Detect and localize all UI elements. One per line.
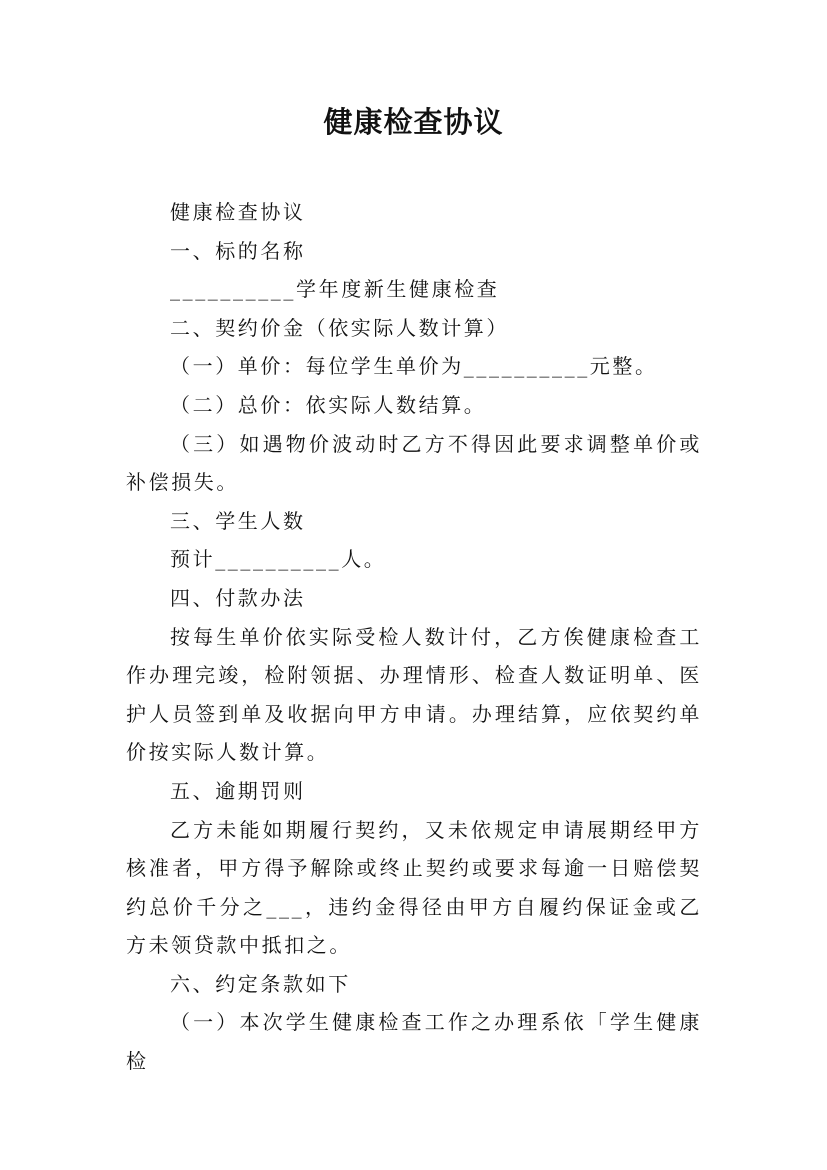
document-title: 健康检查协议: [323, 105, 504, 139]
penalty-clause: 乙方未能如期履行契约，又未依规定申请展期经甲方核准者，甲方得予解除或终止契约或要求每逾一日赔偿契约总价千分之___，违约金得径由甲方自履约保证金或乙方未领贷款中抵扣之。: [126, 817, 702, 958]
section-5-heading: 五、逾期罚则: [170, 778, 306, 803]
payment-clause: 按每生单价依实际受检人数计付，乙方俟健康检查工作办理完竣，检附领据、办理情形、检查人数证明单、医护人员签到单及收据向甲方申请。办理结算，应依契约单价按实际人数计算。: [126, 624, 702, 765]
student-count-line: 预计__________人。: [170, 547, 387, 572]
section-4-heading: 四、付款办法: [170, 585, 306, 610]
price-fluctuation-clause: （三）如遇物价波动时乙方不得因此要求调整单价或补偿损失。: [126, 431, 702, 495]
section-6-heading: 六、约定条款如下: [170, 971, 351, 996]
section-2-heading: 二、契约价金（依实际人数计算）: [170, 315, 509, 340]
agreed-terms-clause-1: （一）本次学生健康检查工作之办理系依「学生健康检: [126, 1010, 702, 1074]
section-3-heading: 三、学生人数: [170, 508, 306, 533]
paragraph-heading: 健康检查协议: [170, 200, 306, 224]
total-price-clause: （二）总价：依实际人数结算。: [170, 392, 487, 417]
section-1-heading: 一、标的名称: [170, 238, 306, 263]
subject-line: __________学年度新生健康检查: [170, 277, 500, 302]
unit-price-clause: （一）单价：每位学生单价为__________元整。: [170, 354, 658, 379]
document-body: [126, 193, 702, 1081]
